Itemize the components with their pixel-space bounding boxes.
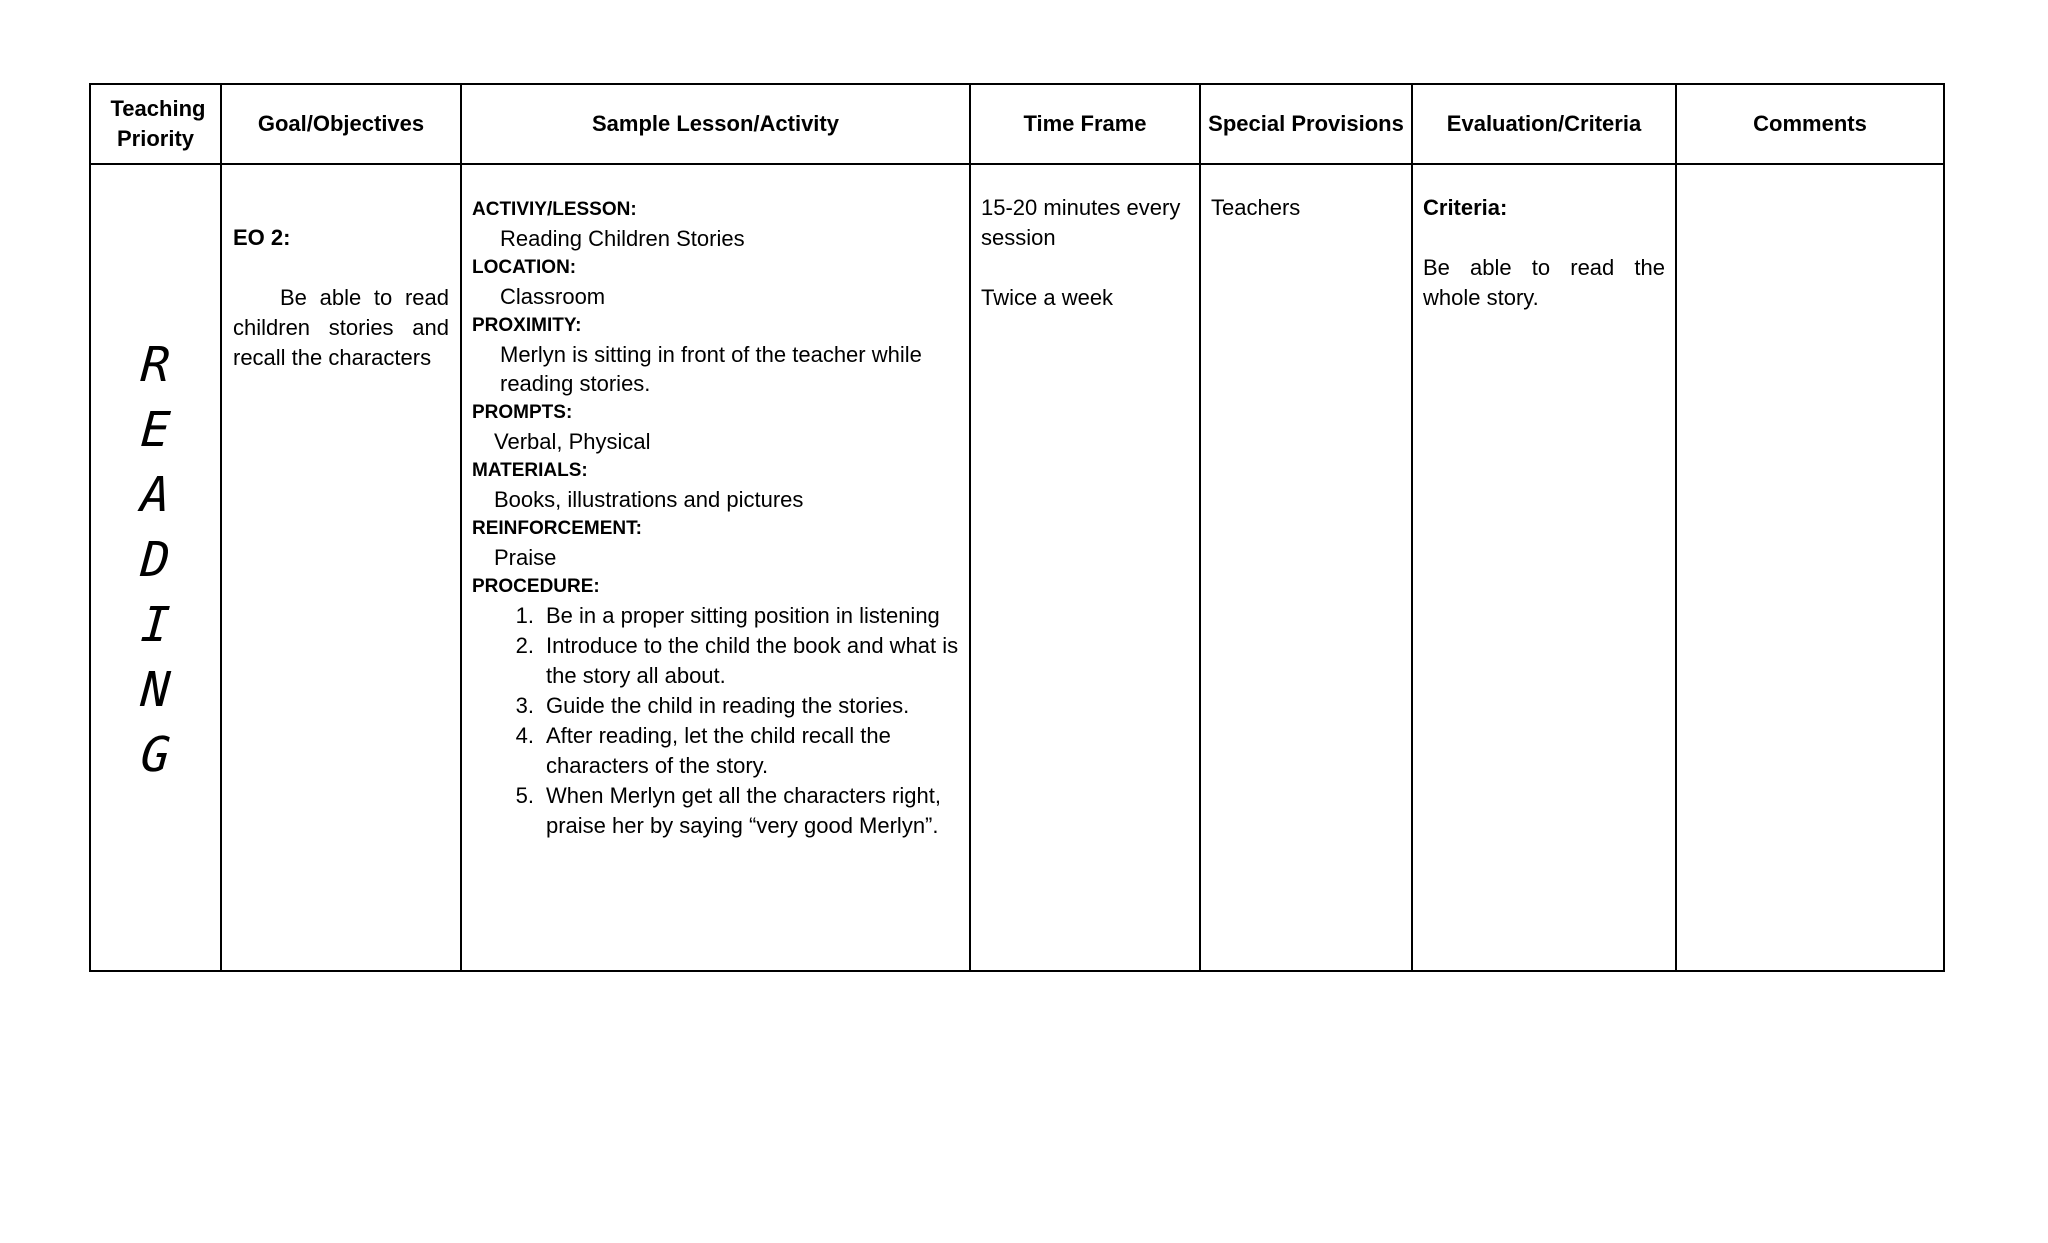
proximity-label: PROXIMITY:	[472, 315, 582, 336]
procedure-step: When Merlyn get all the characters right, praise her by saying “very good Merlyn”.	[546, 783, 941, 838]
header-evaluation-criteria	[1412, 84, 1676, 164]
table-row	[90, 164, 1944, 971]
procedure-step: Be in a proper sitting position in listening	[546, 603, 940, 628]
header-goal-label: Goal/Objectives	[257, 111, 425, 136]
priority-letter: A	[139, 467, 172, 523]
procedure-number: 1.	[515, 603, 534, 628]
teaching-plan-table	[89, 83, 1945, 972]
header-time-frame	[970, 84, 1200, 164]
priority-vertical-word	[91, 165, 220, 788]
prompts-value: Verbal, Physical	[494, 429, 651, 454]
header-time-label: Time Frame	[1023, 111, 1147, 136]
procedure-number: 5.	[515, 783, 534, 808]
goal-text: Be able to read children stories and recall the characters	[233, 285, 449, 370]
priority-letter: G	[139, 727, 172, 783]
lesson-cell	[461, 164, 970, 971]
header-evaluation-label: Evaluation/Criteria	[1446, 111, 1642, 136]
procedure-number: 4.	[515, 723, 534, 748]
time-frame-cell	[970, 164, 1200, 971]
reinforcement-label: REINFORCEMENT:	[472, 518, 642, 539]
goal-heading: EO 2:	[233, 225, 291, 250]
priority-letter: E	[139, 402, 172, 458]
procedure-number: 2.	[515, 633, 534, 658]
list-item	[472, 781, 959, 841]
priority-letter: D	[139, 532, 172, 588]
header-row	[90, 84, 1944, 164]
priority-cell	[90, 164, 221, 971]
header-provisions-label: Special Provisions	[1208, 111, 1404, 136]
comments-cell	[1676, 164, 1944, 971]
list-item	[472, 601, 959, 631]
header-teaching-priority	[90, 84, 221, 164]
special-provisions-cell	[1200, 164, 1412, 971]
prompts-label: PROMPTS:	[472, 402, 573, 423]
list-item	[472, 721, 959, 781]
proximity-value: Merlyn is sitting in front of the teacher while reading stories.	[500, 342, 922, 396]
criteria-text: Be able to read the whole story.	[1423, 255, 1665, 310]
evaluation-cell	[1412, 164, 1676, 971]
procedure-step: After reading, let the child recall the characters of the story.	[546, 723, 891, 778]
activity-value: Reading Children Stories	[500, 226, 745, 251]
goal-cell	[221, 164, 461, 971]
reinforcement-value: Praise	[494, 545, 557, 570]
location-label: LOCATION:	[472, 257, 577, 278]
priority-letter: I	[139, 597, 172, 653]
priority-letter: R	[139, 337, 172, 393]
time-frame-frequency: Twice a week	[981, 285, 1114, 310]
header-comments	[1676, 84, 1944, 164]
header-special-provisions	[1200, 84, 1412, 164]
list-item	[472, 691, 959, 721]
procedure-step: Introduce to the child the book and what is the story all about.	[546, 633, 959, 688]
header-teaching-priority-label: Teaching Priority	[110, 96, 206, 151]
time-frame-duration: 15-20 minutes every session	[981, 195, 1181, 250]
header-sample-lesson	[461, 84, 970, 164]
materials-label: MATERIALS:	[472, 460, 588, 481]
list-item	[472, 631, 959, 691]
header-comments-label: Comments	[1753, 111, 1867, 136]
procedure-label: PROCEDURE:	[472, 576, 600, 597]
header-lesson-label: Sample Lesson/Activity	[592, 111, 839, 136]
materials-value: Books, illustrations and pictures	[494, 487, 804, 512]
activity-label: ACTIVIY/LESSON:	[472, 199, 637, 220]
procedure-number: 3.	[515, 693, 534, 718]
procedure-list	[472, 601, 959, 841]
procedure-step: Guide the child in reading the stories.	[546, 693, 910, 718]
location-value: Classroom	[500, 284, 606, 309]
priority-letter: N	[139, 662, 172, 718]
criteria-label: Criteria:	[1423, 195, 1508, 220]
header-goal-objectives	[221, 84, 461, 164]
special-provisions-text: Teachers	[1211, 195, 1301, 220]
